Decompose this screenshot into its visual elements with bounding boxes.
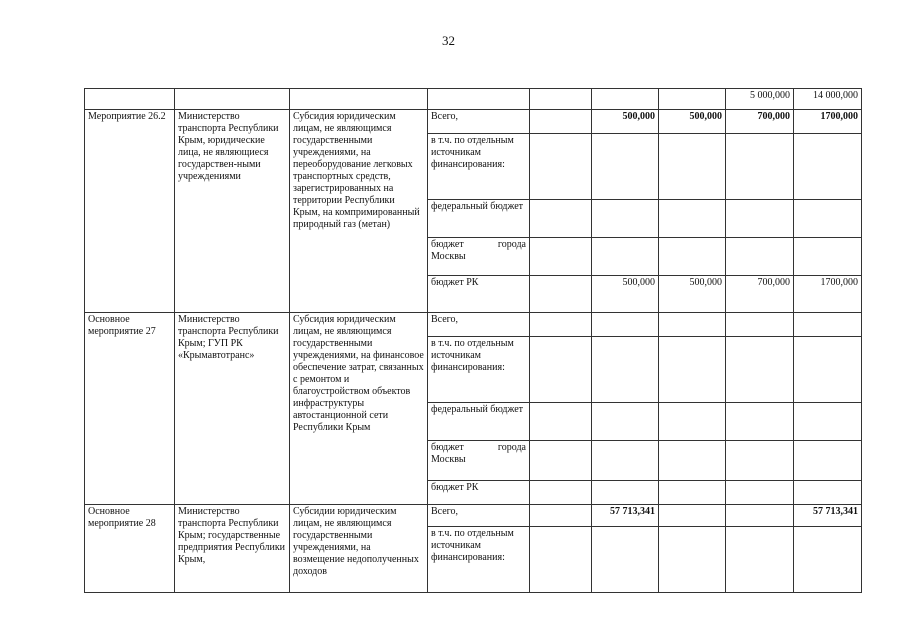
event-cell: Основное мероприятие 27 (85, 313, 175, 505)
continuation-row (85, 89, 862, 110)
cell-value: 1700,000 (794, 110, 862, 134)
row-label: в т.ч. по отдельным источникам финансирования: (428, 527, 530, 593)
row-label: бюджет РК (428, 276, 530, 313)
cell-value: 500,000 (592, 110, 659, 134)
row-label: в т.ч. по отдельным источникам финансирования: (428, 337, 530, 403)
row-label: Всего, (428, 110, 530, 134)
cell-value: 500,000 (592, 276, 659, 313)
table-row (85, 110, 862, 134)
description-cell: Субсидия юридическим лицам, не являющимся государственными учреждениями, на переоборудование легковых транспортных средств, зарегистрированных на территории Республики Крым, на компримированный природный газ (метан) (290, 110, 428, 313)
cell-value: 500,000 (659, 110, 726, 134)
cell-value: 5 000,000 (726, 89, 794, 110)
cell-value: 500,000 (659, 276, 726, 313)
row-label: Всего, (428, 313, 530, 337)
cell-value: 700,000 (726, 276, 794, 313)
table-row (85, 313, 862, 337)
row-label: в т.ч. по отдельным источникам финансирования: (428, 134, 530, 200)
funding-table (84, 88, 862, 593)
page-number: 32 (442, 33, 455, 48)
executor-cell: Министерство транспорта Республики Крым; государственные предприятия Республики Крым, (175, 505, 290, 593)
event-cell: Основное мероприятие 28 (85, 505, 175, 593)
description-cell: Субсидия юридическим лицам, не являющимся государственными учреждениями, на финансовое обеспечение затрат, связанных с ремонтом и благоустройством объектов инфраструктуры автостанционной сети Республики Крым (290, 313, 428, 505)
cell-value: 57 713,341 (592, 505, 659, 527)
description-cell: Субсидии юридическим лицам, не являющимся государственными учреждениями, на возмещение недополученных доходов (290, 505, 428, 593)
row-label: бюджет РК (428, 481, 530, 505)
table-row (85, 505, 862, 527)
row-label: федеральный бюджет (428, 403, 530, 441)
row-label: Всего, (428, 505, 530, 527)
row-label: бюджет города Москвы (428, 238, 530, 276)
cell-value: 57 713,341 (794, 505, 862, 527)
cell-value: 700,000 (726, 110, 794, 134)
executor-cell: Министерство транспорта Республики Крым, юридические лица, не являющиеся государствен-ными учреждениями (175, 110, 290, 313)
cell-value: 14 000,000 (794, 89, 862, 110)
executor-cell: Министерство транспорта Республики Крым; ГУП РК «Крымавтотранс» (175, 313, 290, 505)
row-label: федеральный бюджет (428, 200, 530, 238)
cell-value: 1700,000 (794, 276, 862, 313)
event-cell: Мероприятие 26.2 (85, 110, 175, 313)
row-label: бюджет города Москвы (428, 441, 530, 481)
